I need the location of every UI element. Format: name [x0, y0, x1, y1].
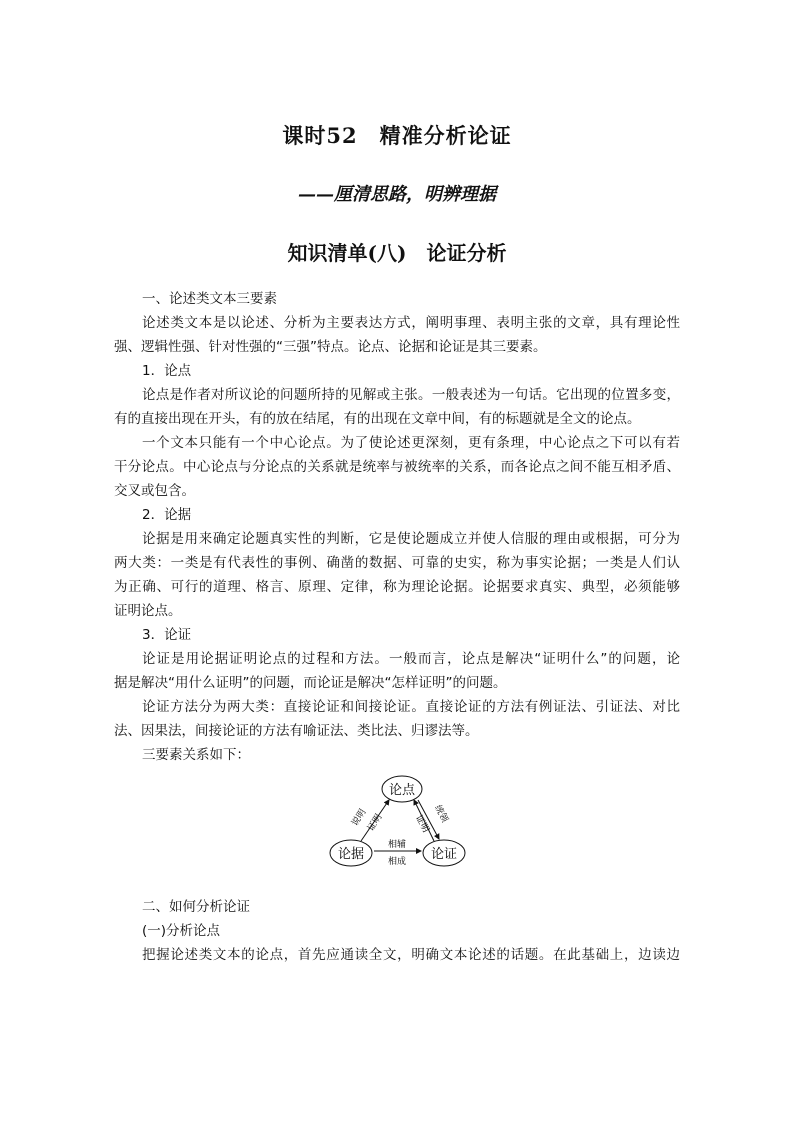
section-title: 知识清单(八) 论证分析 — [287, 241, 507, 265]
paragraph-line: 一个文本只能有一个中心论点。为了使论述更深刻，更有条理，中心论点之下可以有若 — [142, 435, 680, 451]
paragraph-line: 论据是用来确定论题真实性的判断，它是使论题成立并使人信服的理由或根据，可分为 — [142, 531, 680, 547]
page-subtitle: ——厘清思路，明辨理据 — [298, 184, 496, 205]
paragraph-line: 干分论点。中心论点与分论点的关系就是统率与被统率的关系，而各论点之间不能互相矛盾、 — [114, 459, 680, 475]
paragraph-line: 法、因果法，间接论证的方法有喻证法、类比法、归谬法等。 — [114, 723, 479, 739]
paragraph-line: 交叉或包含。 — [114, 483, 195, 499]
paragraph-line: 论证是用论据证明论点的过程和方法。一般而言，论点是解决“证明什么”的问题，论 — [142, 651, 680, 667]
node-thesis-label: 论点 — [388, 783, 416, 798]
edge-label-right-inner: 证明 — [413, 813, 431, 835]
document-body — [114, 287, 680, 967]
diagram-intro: 三要素关系如下： — [142, 747, 250, 763]
paragraph-line: 两大类：一类是有代表性的事例、确凿的数据、可靠的史实，称为事实论据；一类是人们认 — [114, 555, 680, 571]
edge-label-bottom-top: 相辅 — [387, 840, 407, 850]
diagram-svg — [328, 767, 468, 889]
edge-label-right-outer: 统领 — [432, 803, 450, 825]
node-reasoning-label: 论证 — [430, 847, 458, 862]
subheading-argument: 1．论点 — [142, 363, 192, 379]
paragraph-line: 把握论述类文本的论点，首先应通读全文，明确文本论述的话题。在此基础上，边读边 — [142, 947, 680, 963]
paragraph-line: 有的直接出现在开头，有的放在结尾，有的出现在文章中间，有的标题就是全文的论点。 — [114, 411, 641, 427]
three-elements-diagram — [114, 767, 680, 895]
edge-label-left-inner: 证明 — [366, 812, 385, 834]
paragraph-line: 证明论点。 — [114, 603, 182, 619]
heading-how-to-analyze: 二、如何分析论证 — [142, 899, 250, 915]
subheading-reasoning: 3．论证 — [142, 627, 192, 643]
paragraph-line: 论证方法分为两大类：直接论证和间接论证。直接论证的方法有例证法、引证法、对比 — [142, 699, 680, 715]
edge-label-bottom-bottom: 相成 — [387, 857, 407, 867]
paragraph-line: 为正确、可行的道理、格言、原理、定律，称为理论论据。论据要求真实、典型，必须能够 — [114, 579, 680, 595]
page-title: 课时52 精准分析论证 — [282, 123, 512, 148]
subheading-analyze-thesis: (一)分析论点 — [142, 923, 221, 939]
heading-three-elements: 一、论述类文本三要素 — [142, 291, 277, 307]
paragraph-line: 强、逻辑性强、针对性强的“三强”特点。论点、论据和论证是其三要素。 — [114, 339, 547, 355]
paragraph-line: 论点是作者对所议论的问题所持的见解或主张。一般表述为一句话。它出现的位置多变， — [142, 387, 680, 403]
paragraph-line: 据是解决“用什么证明”的问题，而论证是解决“怎样证明”的问题。 — [114, 675, 507, 691]
node-evidence-label: 论据 — [337, 847, 365, 862]
paragraph-line: 论述类文本是以论述、分析为主要表达方式，阐明事理、表明主张的文章，具有理论性 — [142, 315, 680, 331]
subheading-evidence: 2．论据 — [142, 507, 192, 523]
edge-label-left-outer: 说明 — [350, 807, 369, 829]
